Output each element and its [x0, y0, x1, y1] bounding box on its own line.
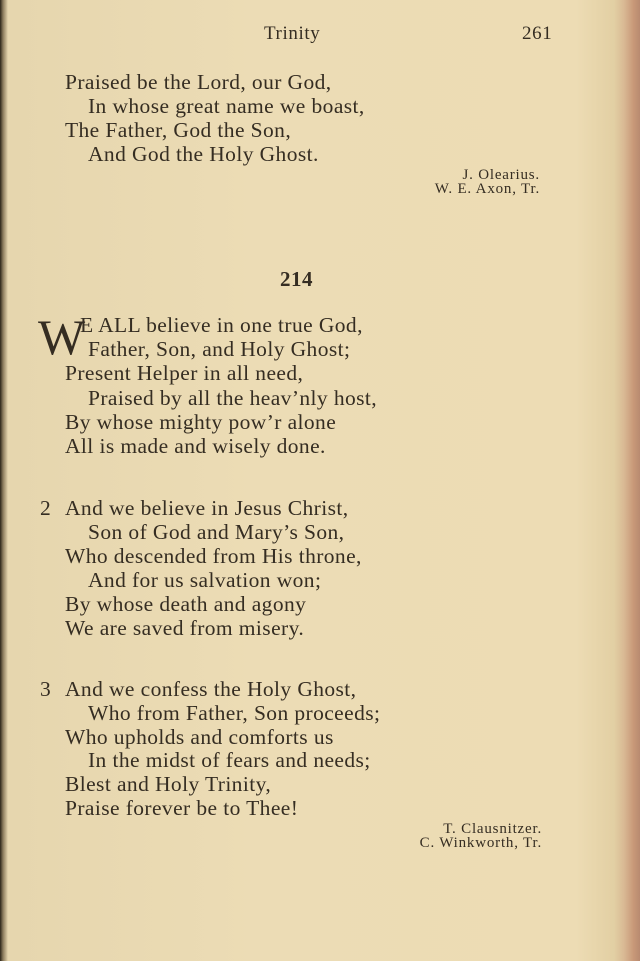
verse-line: And we believe in Jesus Christ,	[65, 496, 349, 520]
verse-line: And God the Holy Ghost.	[88, 142, 319, 166]
page-number: 261	[522, 23, 553, 44]
stanza-number: 2	[40, 496, 52, 520]
verse-line: And we confess the Holy Ghost,	[65, 677, 357, 701]
verse-line: By whose mighty pow’r alone	[65, 410, 337, 434]
verse-line: Who upholds and comforts us	[65, 725, 334, 749]
verse-line: And for us salvation won;	[88, 568, 322, 592]
translator-credit: C. Winkworth, Tr.	[419, 835, 542, 851]
verse-line: Praised be the Lord, our God,	[65, 70, 332, 94]
verse-line: All is made and wisely done.	[65, 434, 326, 458]
verse-line: In the midst of fears and needs;	[88, 748, 371, 772]
verse-line: Who from Father, Son proceeds;	[88, 701, 381, 725]
drop-cap: W	[38, 309, 86, 365]
verse-line: Father, Son, and Holy Ghost;	[88, 337, 351, 361]
verse-line: In whose great name we boast,	[88, 94, 365, 118]
verse-line: E ALL believe in one true God,	[80, 313, 363, 337]
verse-line: Praised by all the heav’nly host,	[88, 386, 378, 410]
verse-line: We are saved from misery.	[65, 616, 305, 640]
hymn-number: 214	[280, 267, 313, 291]
author-credit: J. Olearius.	[462, 167, 540, 183]
stanza-number: 3	[40, 677, 52, 701]
verse-line: Praise forever be to Thee!	[65, 796, 299, 820]
translator-credit: W. E. Axon, Tr.	[434, 181, 540, 197]
verse-line: The Father, God the Son,	[65, 118, 292, 142]
verse-line: Present Helper in all need,	[65, 361, 304, 385]
running-header-title: Trinity	[264, 23, 321, 44]
verse-line: Blest and Holy Trinity,	[65, 772, 272, 796]
verse-line: Son of God and Mary’s Son,	[88, 520, 345, 544]
verse-line: Who descended from His throne,	[65, 544, 362, 568]
author-credit: T. Clausnitzer.	[443, 821, 542, 837]
verse-line: By whose death and agony	[65, 592, 307, 616]
